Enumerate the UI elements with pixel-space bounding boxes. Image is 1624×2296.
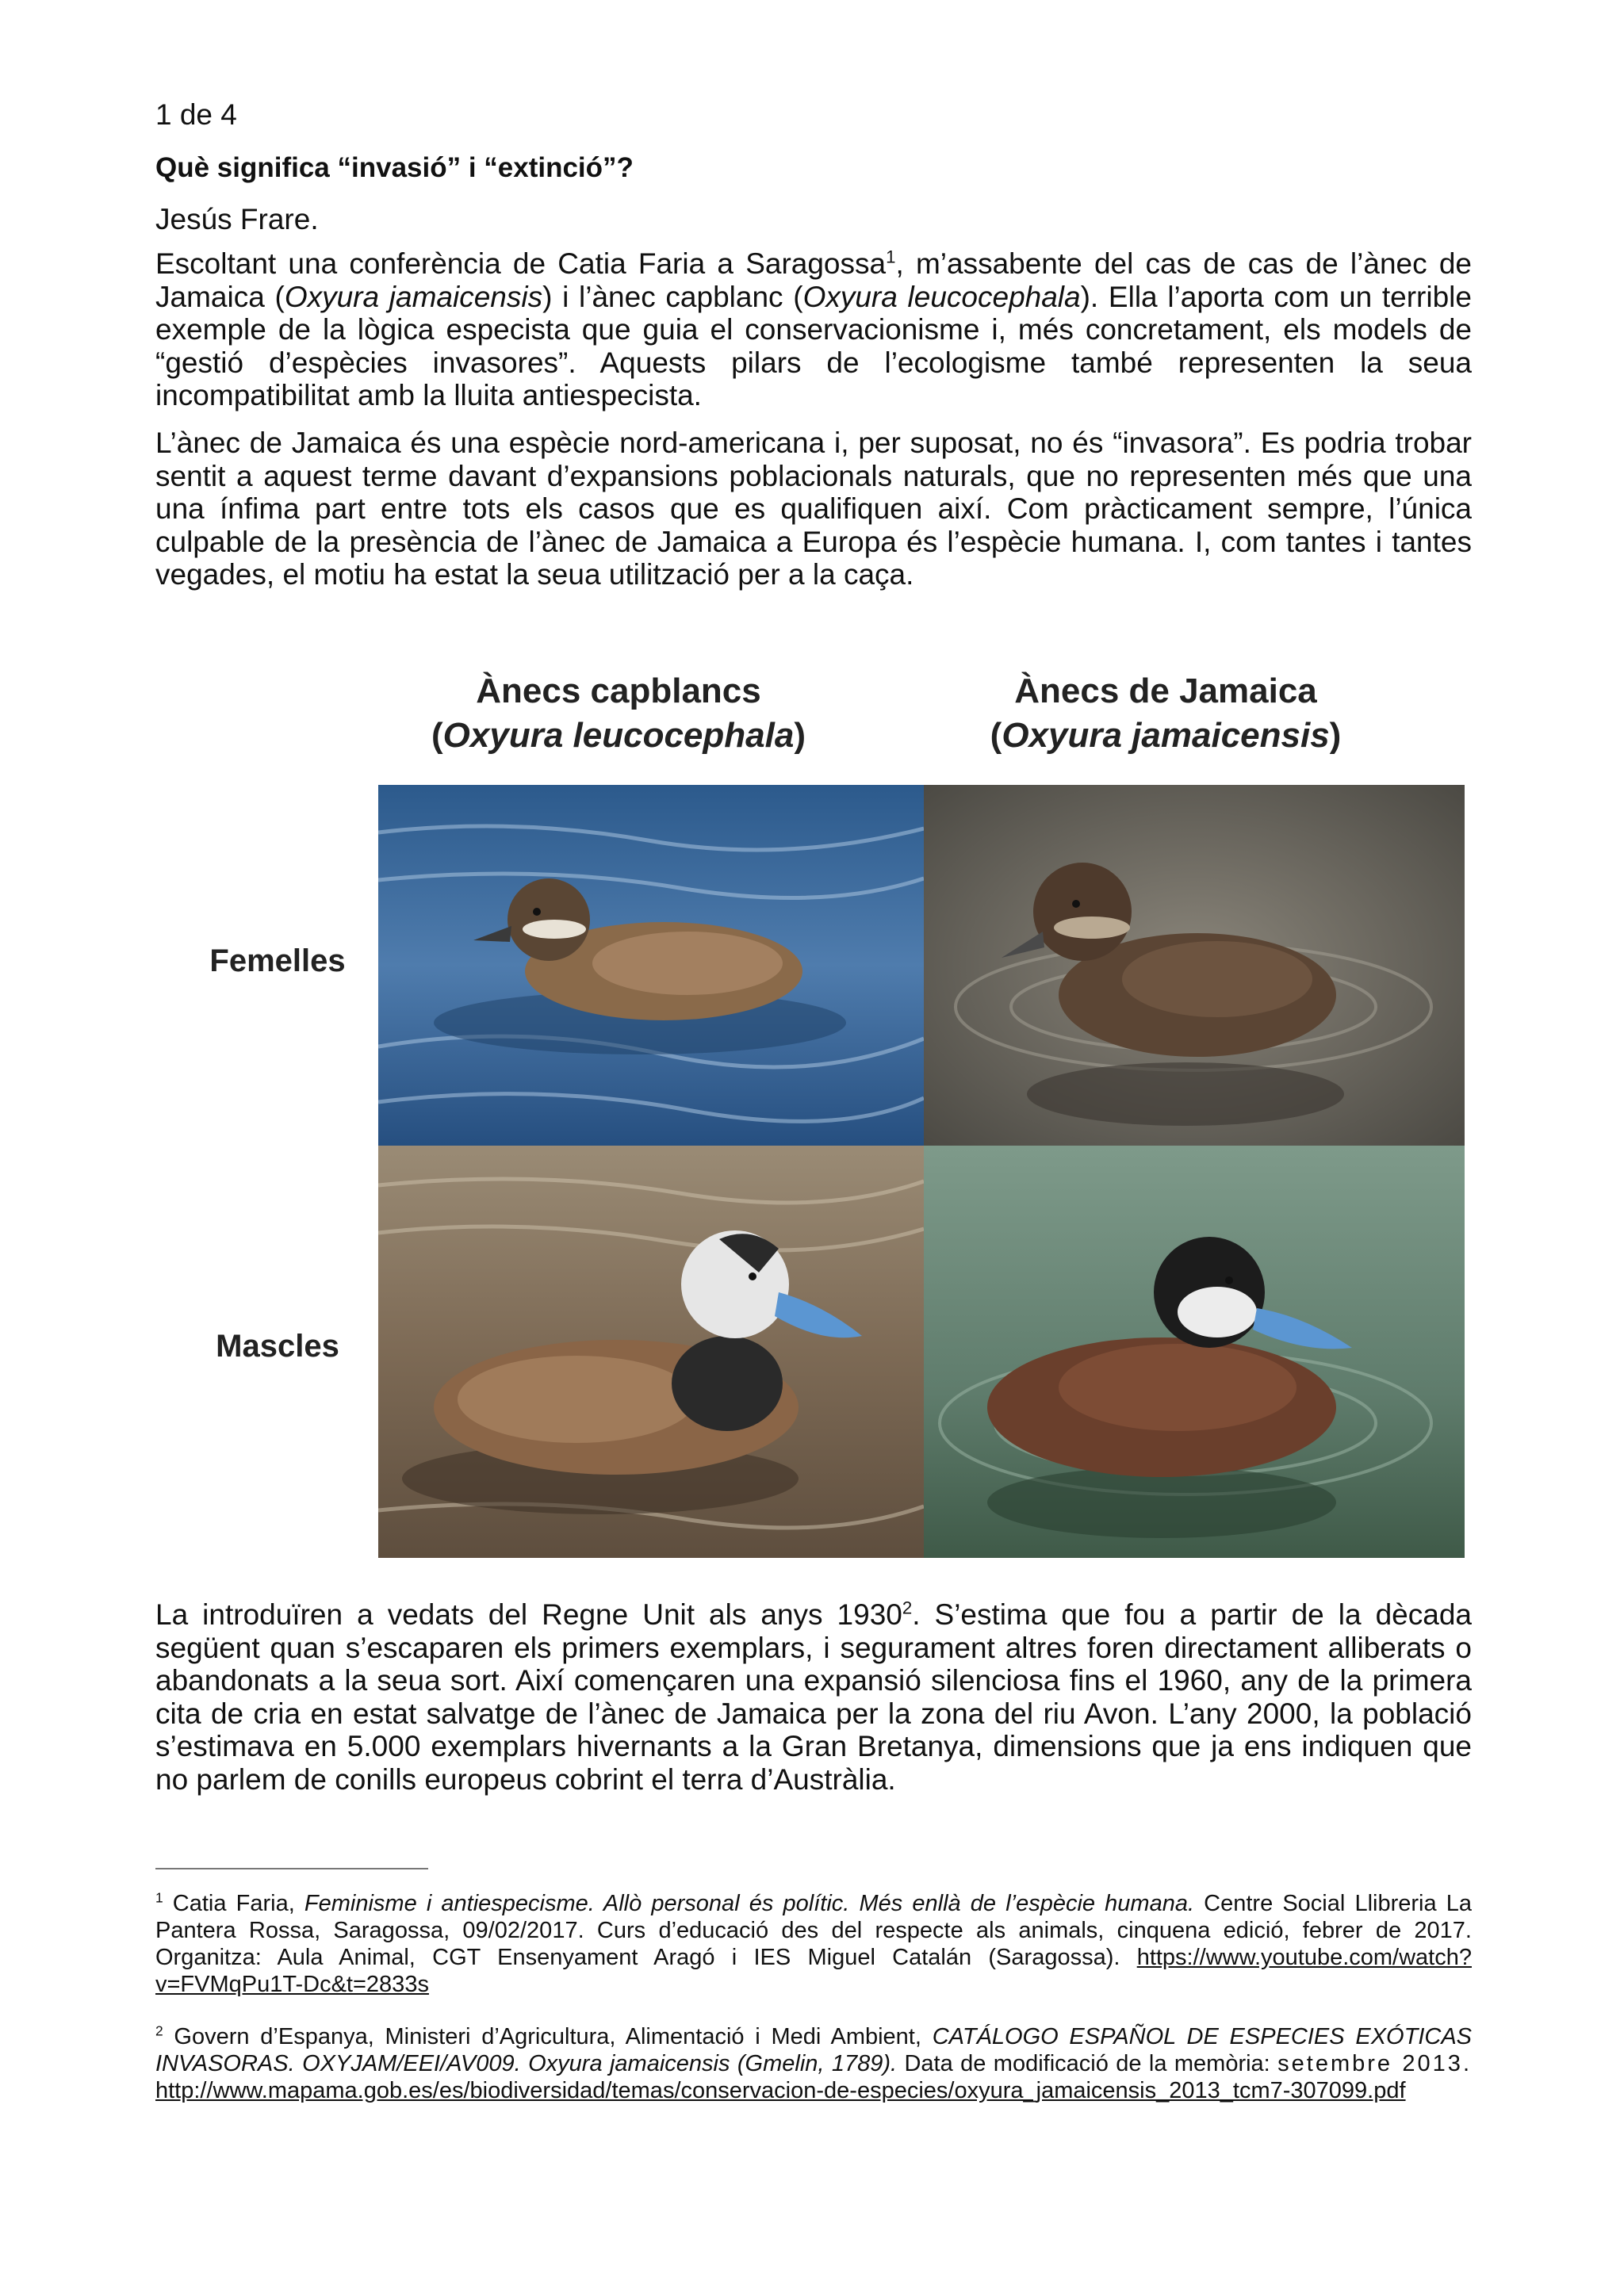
italic-text: Feminisme i antiespecisme. Allò personal és polític. Més enllà de l’espècie humana. bbox=[304, 1891, 1195, 1916]
page-number: 1 de 4 bbox=[155, 98, 237, 131]
text-run: , m’assabente del cas de cas de l’ànec de Jamaica ( bbox=[155, 247, 1472, 313]
text-run: Catia Faria, bbox=[163, 1891, 304, 1916]
text-run: ) i l’ànec capblanc ( bbox=[542, 280, 803, 313]
paragraph bbox=[155, 427, 1472, 591]
reference-link[interactable]: https://www.youtube.com/watch?v=FVMqPu1T-Dc&t=2833s bbox=[155, 1945, 1472, 1997]
text-run: Data de modificació de la memòria: bbox=[897, 2051, 1278, 2076]
text-run: Govern d’Espanya, Ministeri d’Agricultura, Alimentació i Medi Ambient, bbox=[163, 2024, 933, 2049]
footnote-reference: 2 bbox=[902, 1598, 913, 1618]
document-title: Què significa “invasió” i “extinció”? bbox=[155, 152, 634, 183]
row-label-male: Mascles bbox=[216, 1329, 339, 1364]
footnote-2: $^2$ Govern d’Espanya, Ministeri d’Agricultura, Alimentació i Medi Ambient, CATÁLOGO ESPAÑOL DE ESPECIES EXÓTICAS INVASORAS. OXYJAM/EEI/AV009. Oxyura jamaicensis (Gmelin, 1789). Data de modificació de la memòria: setembre 2013. http://www.mapama.gob.es/es/biodiversidad/temas/conservacion-de-especies/oxyura_jamaicensis_2013_tcm7-307099.pdf bbox=[155, 2022, 1472, 2103]
column-heading-white-headed-duck: Ànecs capblancs (Oxyura leucocephala) bbox=[431, 672, 806, 755]
text-run: setembre 2013. bbox=[1277, 2051, 1472, 2076]
italic-text: CATÁLOGO ESPAÑOL DE ESPECIES EXÓTICAS INVASORAS. OXYJAM/EEI/AV009. Oxyura jamaicensis (Gmelin, 1789). bbox=[155, 2024, 1472, 2076]
text-run: La introduïren a vedats del Regne Unit als anys 1930 bbox=[155, 1598, 902, 1631]
text-run: ). Ella l’aporta com un terrible exemple de la lògica especista que guia el conservacionisme i, més concretament, els models de “gestió d’espècies invasores”. Aquests pilars de l’ecologisme també representen la seua incompatibilitat amb la lluita antiespecista. bbox=[155, 280, 1472, 411]
column-heading-ruddy-duck: Ànecs de Jamaica (Oxyura jamaicensis) bbox=[990, 672, 1342, 755]
text-run: . S’estima que fou a partir de la dècada següent quan s’escaparen els primers exemplars, i segurament altres foren directament alliberats o abandonats a la seua sort. Així començaren una expansió silenciosa fins el 1960, any de la primera cita de cria en estat salvatge de l’ànec de Jamaica per la zona del riu Avon. L’any 2000, la població s’estimava en 5.000 exemplars hivernants a la Gran Bretanya, dimensions que ja ens indiquen que no parlem de conills europeus cobrint el terra d’Austràlia. bbox=[155, 1598, 1472, 1796]
text-run: Escoltant una conferència de Catia Faria a Saragossa bbox=[155, 247, 887, 280]
photo-male-ruddy-duck bbox=[924, 1146, 1465, 1558]
footnote-reference: 1 bbox=[886, 247, 896, 267]
footnote-1: $^1$ Catia Faria, Feminisme i antiespecisme. Allò personal és polític. Més enllà de l’espècie humana. Centre Social Llibreria La Pantera Rossa, Saragossa, 09/02/2017. Curs d’educació des del respecte als animals, cinquena edició, febrer de 2017. Organitza: Aula Animal, CGT Ensenyament Aragó i IES Miguel Catalán (Saragossa). https://www.youtube.com/watch?v=FVMqPu1T-Dc&t=2833s bbox=[155, 1889, 1473, 1997]
paragraph bbox=[155, 1598, 1472, 1796]
photo-female-white-headed-duck bbox=[378, 785, 924, 1146]
text-run: L’ànec de Jamaica és una espècie nord-americana i, per suposat, no és “invasora”. Es podria trobar sentit a aquest terme davant d’expansions poblacionals naturals, que no representen més que una una ínfima part entre tots els casos que es qualifiquen així. Com pràcticament sempre, l’única culpable de la presència de l’ànec de Jamaica a Europa és l’espècie humana. I, com tantes i tantes vegades, el motiu ha estat la seua utilització per a la caça. bbox=[155, 427, 1472, 591]
row-label-female: Femelles bbox=[209, 943, 346, 978]
text-run: Centre Social Llibreria La Pantera Rossa, Saragossa, 09/02/2017. Curs d’educació des del respecte als animals, cinquena edició, febrer de 2017. Organitza: Aula Animal, CGT Ensenyament Aragó i IES Miguel Catalán (Saragossa). bbox=[155, 1891, 1473, 1970]
footnote-divider bbox=[155, 1868, 428, 1869]
paragraph bbox=[155, 247, 1472, 412]
italic-text: Oxyura leucocephala bbox=[802, 280, 1081, 313]
reference-link[interactable]: http://www.mapama.gob.es/es/biodiversidad/temas/conservacion-de-especies/oxyura_jamaicensis_2013_tcm7-307099.pdf bbox=[155, 2078, 1406, 2103]
photo-female-ruddy-duck bbox=[924, 785, 1465, 1146]
photo-male-white-headed-duck bbox=[378, 1146, 924, 1558]
author-name: Jesús Frare. bbox=[155, 203, 319, 235]
duck-comparison-figure bbox=[0, 650, 1624, 1562]
italic-text: Oxyura jamaicensis bbox=[284, 280, 543, 313]
